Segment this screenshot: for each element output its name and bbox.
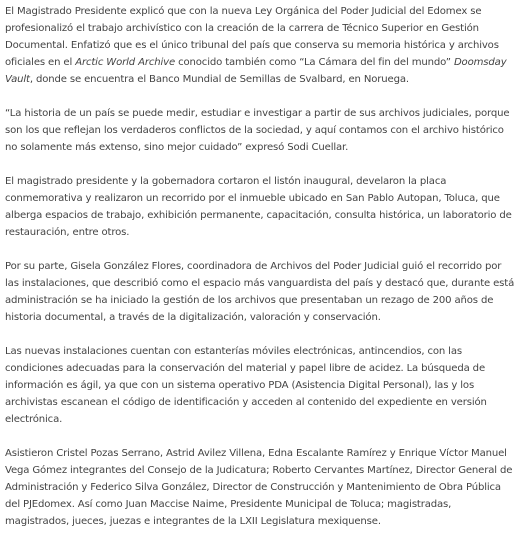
paragraph-text: , donde se encuentra el Banco Mundial de Semillas de Svalbard, en Noruega. bbox=[29, 74, 409, 85]
paragraph-text: conocido también como “La Cámara del fin del mundo” bbox=[175, 57, 454, 68]
doomsday-vault-text: Doomsday Vault bbox=[5, 57, 507, 85]
paragraph-installations: Las nuevas instalaciones cuentan con estanterías móviles electrónicas, antincendios, con las condiciones adecuadas para la conservación del material y papel libre de acidez. La búsqueda de información es ágil, ya que con un sistema operativo PDA (Asistencia Digital Personal), las y los archivistas escanean el código de identificación y acceden al contenido del expediente en versión electrónica. bbox=[5, 346, 487, 425]
paragraph-gisela-gonzalez: Por su parte, Gisela González Flores, coordinadora de Archivos del Poder Judicial guió el recorrido por las instalaciones, que describió como el espacio más vanguardista del país y destacó que, durante está administración se ha iniciado la gestión de los archivos que presentaban un rezago de 200 años de historia documental, a través de la digitalización, valoración y conservación. bbox=[5, 261, 515, 323]
paragraph-ley-organica bbox=[5, 3, 517, 88]
paragraph-quote-sodi-cuellar: “La historia de un país se puede medir, estudiar e investigar a partir de sus archivos judiciales, porque son los que reflejan los verdaderos conflictos de la sociedad, y aquí contamos con el archivo histórico no solamente más extenso, sino mejor cuidado” expresó Sodi Cuellar. bbox=[5, 108, 510, 153]
paragraph-inauguration: El magistrado presidente y la gobernadora cortaron el listón inaugural, develaron la placa conmemorativa y realizaron un recorrido por el inmueble ubicado en San Pablo Autopan, Toluca, que alberga espacios de trabajo, exhibición permanente, capacitación, consulta histórica, un laboratorio de restauración, entre otros. bbox=[5, 176, 512, 238]
arctic-world-archive-text: Arctic World Archive bbox=[75, 57, 176, 68]
article-body bbox=[5, 0, 517, 547]
paragraph-attendees: Asistieron Cristel Pozas Serrano, Astrid Avilez Villena, Edna Escalante Ramírez y Enrique Víctor Manuel Vega Gómez integrantes del Consejo de la Judicatura; Roberto Cervantes Martínez, Director General de Administración y Federico Silva González, Director de Construcción y Mantenimiento de Obra Pública del PJEdomex. Así como Juan Maccise Naime, Presidente Municipal de Toluca; magistradas, magistrados, jueces, juezas e integrantes de la LXII Legislatura mexiquense. bbox=[5, 448, 513, 527]
paragraph-text: El Magistrado Presidente explicó que con la nueva Ley Orgánica del Poder Judicial del Edomex se profesionalizó el trabajo archivístico con la creación de la carrera de Técnico Superior en Gestión Documental. Enfatizó que es el único tribunal del país que conserva su memoria histórica y archivos oficiales en el bbox=[5, 6, 499, 68]
